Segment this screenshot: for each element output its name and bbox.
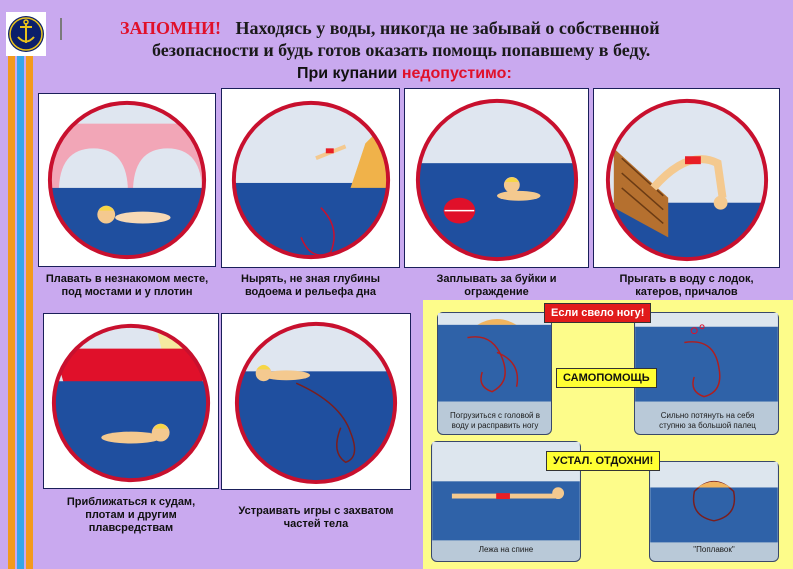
caption-ship — [43, 496, 219, 535]
stripe-orange — [8, 50, 15, 569]
panel-boat-jump — [593, 88, 780, 268]
subtitle-accent: недопустимо: — [401, 65, 512, 82]
caption-bridge — [38, 273, 216, 299]
caption-line: Приближаться к судам, — [66, 496, 196, 508]
selfhelp-caption-pull-toe — [640, 411, 775, 431]
caption-line: Прыгать в воду с лодок, — [619, 273, 754, 285]
selfhelp-caption-submerge — [440, 411, 550, 431]
caption-boat-jump — [593, 273, 780, 299]
caption-line: частей тела — [283, 518, 349, 530]
caption-line: Нырять, не зная глубины — [241, 273, 380, 285]
subtitle-prefix: При купании — [297, 65, 398, 82]
caption-line: ограждение — [464, 286, 529, 298]
caption-line: Плавать в незнакомом месте, — [45, 273, 209, 285]
caption-line: воду и расправить ногу — [451, 421, 539, 430]
anchor-emblem-icon — [6, 12, 46, 56]
panel-diving — [221, 88, 400, 268]
caption-buoy — [404, 273, 589, 299]
panel-ship — [43, 313, 219, 489]
caption-line: плотам и другим — [85, 509, 177, 521]
selfhelp-tag: САМОПОМОЩЬ — [556, 368, 657, 388]
panel-games — [221, 313, 411, 490]
caption-line: плавсредствам — [88, 522, 174, 534]
caption-line: под мостами и у плотин — [61, 286, 193, 298]
stripe-orange-2 — [26, 50, 33, 569]
panel-buoy — [404, 88, 589, 268]
caption-line: водоема и рельефа дна — [244, 286, 377, 298]
remember-label: ЗАПОМНИ! — [120, 18, 222, 38]
caption-line: ступню за большой палец — [659, 421, 756, 430]
caption-line: Устраивать игры с захватом — [238, 505, 394, 517]
header-divider — [60, 18, 62, 40]
caption-line: катеров, причалов — [635, 286, 738, 298]
caption-line: Погрузиться с головой в — [450, 411, 540, 420]
header-line-2: безопасности и будь готов оказать помощь попавшему в беду. — [152, 40, 651, 60]
cramp-tag: Если свело ногу! — [544, 303, 651, 323]
caption-line: Заплывать за буйки и — [436, 273, 557, 285]
selfhelp-caption-float: "Поплавок" — [693, 545, 735, 554]
caption-diving — [221, 273, 400, 299]
caption-games — [221, 505, 411, 531]
header-line-1 — [120, 18, 660, 39]
tired-tag: УСТАЛ. ОТДОХНИ! — [546, 451, 660, 471]
header-text-1: Находясь у воды, никогда не забывай о собственной — [235, 18, 660, 38]
stripe-blue — [17, 50, 24, 569]
caption-line: Сильно потянуть на себя — [660, 411, 755, 420]
panel-bridge — [38, 93, 216, 267]
subtitle — [297, 65, 512, 83]
selfhelp-caption-back-float: Лежа на спине — [478, 545, 534, 554]
